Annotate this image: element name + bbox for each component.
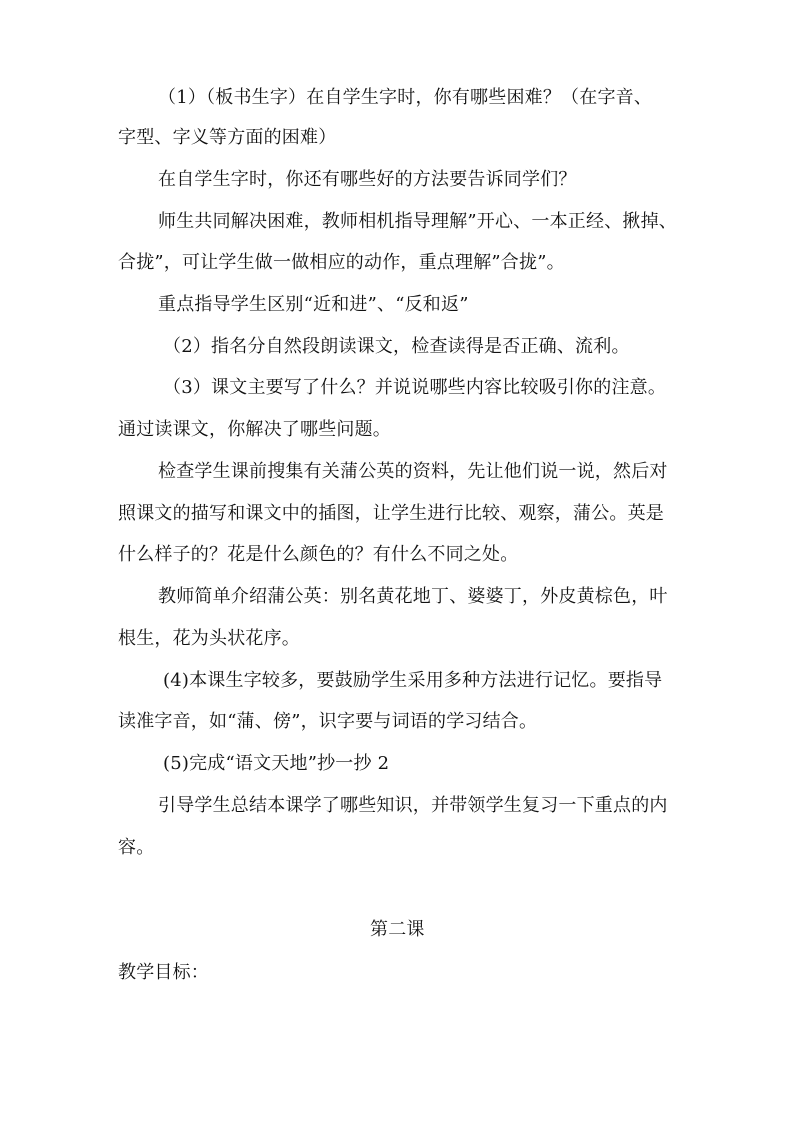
paragraph-line: 通过读课文，你解决了哪些问题。 <box>118 419 391 440</box>
paragraph-line: 什么样子的？花是什么颜色的？有什么不同之处。 <box>118 544 519 565</box>
paragraph-line: 教师简单介绍蒲公英：别名黄花地丁、婆婆丁，外皮黄棕色，叶 <box>158 586 668 607</box>
paragraph-line: 容。 <box>118 837 155 858</box>
paragraph-line: 字型、字义等方面的困难） <box>118 127 337 148</box>
paragraph-line: 根生，花为头状花序。 <box>118 628 300 649</box>
paragraph-line: 师生共同解决困难，教师相机指导理解”开心、一本正经、揪掉、 <box>158 211 677 232</box>
paragraph-line: 重点指导学生区别“近和进”、“反和返” <box>158 294 469 315</box>
paragraph-line: 合拢”，可让学生做一做相应的动作，重点理解”合拢”。 <box>118 252 565 273</box>
paragraph-line: （1）（板书生字）在自学生字时，你有哪些困难？（在字音、 <box>158 87 653 108</box>
paragraph-line: (4)本课生字较多，要鼓励学生采用多种方法进行记忆。要指导 <box>163 670 663 691</box>
paragraph-line: 照课文的描写和课文中的插图，让学生进行比较、观察，蒲公。英是 <box>118 503 664 524</box>
paragraph-line: （2）指名分自然段朗读课文，检查读得是否正确、流利。 <box>163 336 630 357</box>
subheading: 教学目标： <box>118 962 209 983</box>
paragraph-line: （3）课文主要写了什么？并说说哪些内容比较吸引你的注意。 <box>163 377 667 398</box>
paragraph-line: 在自学生字时，你还有哪些好的方法要告诉同学们？ <box>158 169 577 190</box>
paragraph-line: (5)完成“语文天地”抄一抄 2 <box>163 753 390 774</box>
paragraph-line: 读准字音，如“蒲、傍”，识字要与词语的学习结合。 <box>118 711 538 732</box>
paragraph-line: 检查学生课前搜集有关蒲公英的资料，先让他们说一说，然后对 <box>158 461 668 482</box>
section-heading: 第二课 <box>370 919 425 940</box>
paragraph-line: 引导学生总结本课学了哪些知识，并带领学生复习一下重点的内 <box>158 795 668 816</box>
